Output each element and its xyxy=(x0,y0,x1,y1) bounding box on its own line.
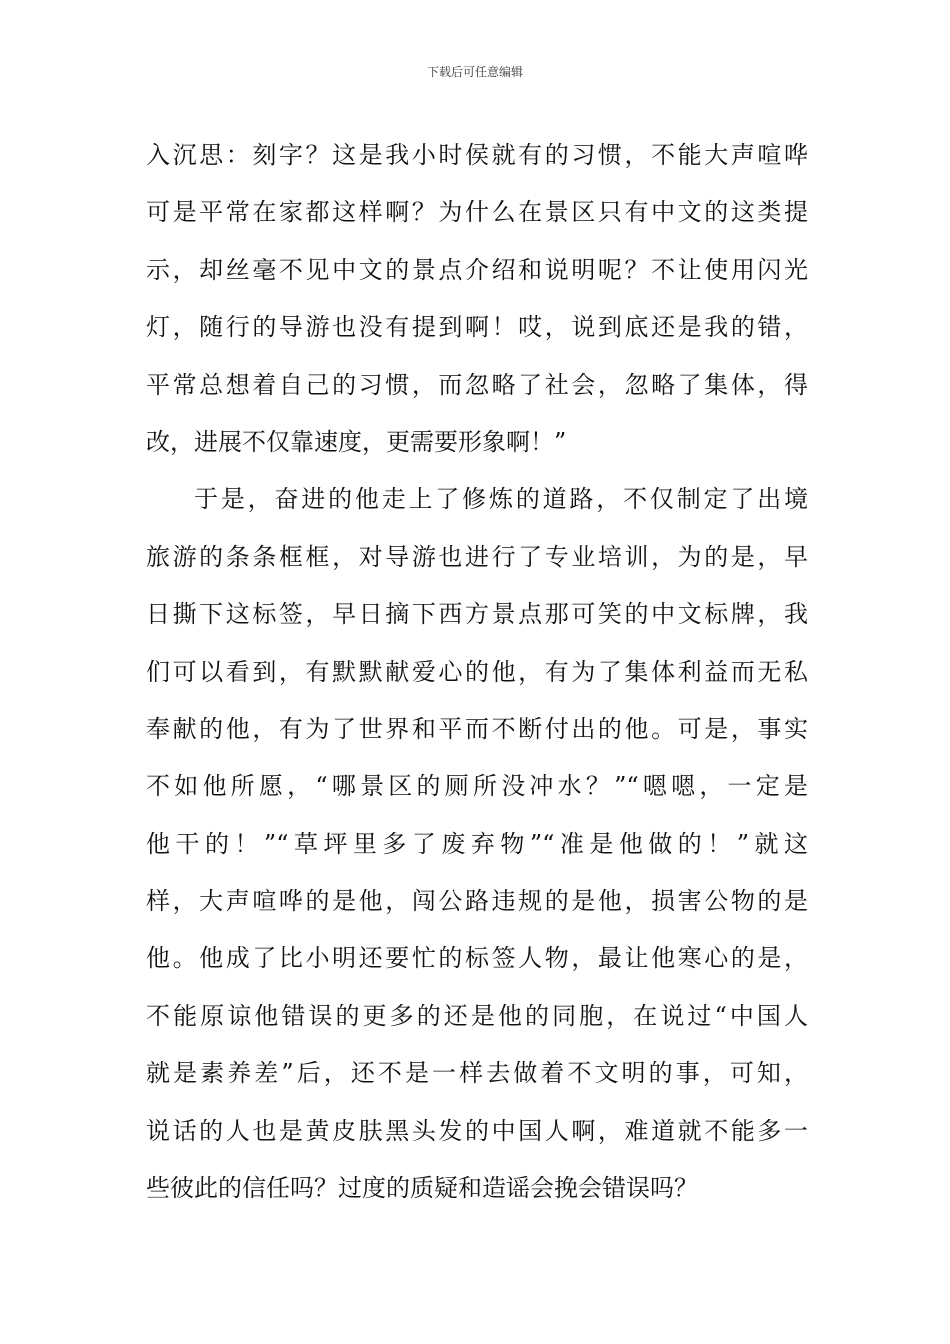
page-header: 下载后可任意编辑 xyxy=(426,65,523,79)
paragraph-1-line-4: 灯，随行的导游也没有提到啊！哎，说到底还是我的错， xyxy=(146,313,808,342)
paragraph-2-line-10: 不能原谅他错误的更多的还是他的同胞，在说过“中国人 xyxy=(146,1001,808,1030)
paragraph-1-line-2: 可是平常在家都这样啊？为什么在景区只有中文的这类提 xyxy=(146,198,808,227)
paragraph-1-line-5: 平常总想着自己的习惯，而忽略了社会，忽略了集体，得 xyxy=(146,370,808,399)
paragraph-2-line-8: 样，大声喧哗的是他，闯公路违规的是他，损害公物的是 xyxy=(146,887,808,916)
paragraph-2-line-12: 说话的人也是黄皮肤黑头发的中国人啊，难道就不能多一 xyxy=(146,1116,808,1145)
paragraph-2-line-5: 奉献的他，有为了世界和平而不断付出的他。可是，事实 xyxy=(146,714,808,743)
document-body xyxy=(146,127,808,1217)
paragraph-2-line-6: 不如他所愿，“哪景区的厕所没冲水？”“嗯嗯，一定是 xyxy=(146,772,808,801)
paragraph-1-line-6: 改，进展不仅靠速度，更需要形象啊！” xyxy=(146,427,567,456)
paragraph-2-line-9: 他。他成了比小明还要忙的标签人物，最让他寒心的是， xyxy=(146,944,808,973)
paragraph-2-line-13: 些彼此的信任吗？过度的质疑和造谣会挽会错误吗？ xyxy=(146,1174,698,1203)
paragraph-1-line-1: 入沉思：刻字？这是我小时侯就有的习惯，不能大声喧哗 xyxy=(146,141,808,169)
paragraph-2-line-3: 日撕下这标签，早日摘下西方景点那可笑的中文标牌，我 xyxy=(146,600,808,629)
paragraph-2-line-2: 旅游的条条框框，对导游也进行了专业培训，为的是，早 xyxy=(146,542,808,571)
paragraph-2-line-4: 们可以看到，有默默献爱心的他，有为了集体利益而无私 xyxy=(146,657,808,686)
paragraph-2-line-11: 就是素养差”后，还不是一样去做着不文明的事，可知， xyxy=(146,1059,808,1088)
paragraph-2-line-1: 于是，奋进的他走上了修炼的道路，不仅制定了出境 xyxy=(194,485,808,514)
paragraph-1-line-3: 示，却丝毫不见中文的景点介绍和说明呢？不让使用闪光 xyxy=(146,255,808,284)
paragraph-2-line-7: 他干的！”“草坪里多了废弃物”“准是他做的！”就这 xyxy=(146,829,808,858)
